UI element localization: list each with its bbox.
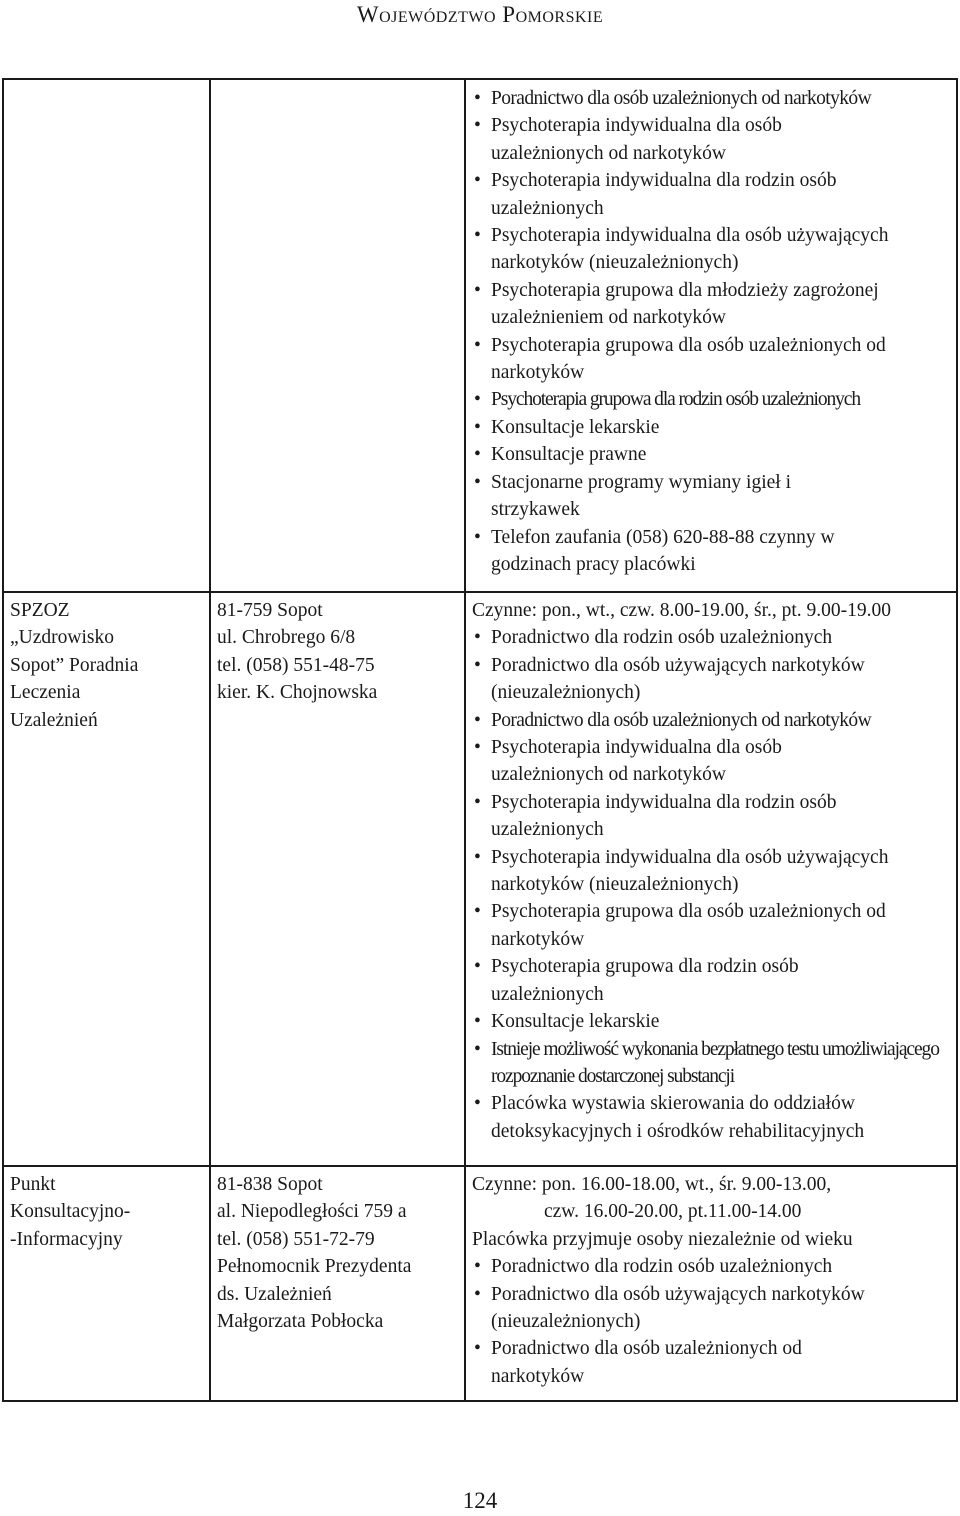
service-item: • Stacjonarne programy wymiany igieł i strzykawek	[472, 469, 851, 524]
service-item: • Psychoterapia indywidualna dla rodzin osób uzależnionych	[472, 789, 931, 844]
facility-table	[2, 78, 958, 1402]
service-item: • Psychoterapia indywidualna dla osób używających narkotyków (nieuzależnionych)	[472, 222, 931, 277]
facility-name-cell	[3, 592, 210, 1166]
manager-line: Małgorzata Pobłocka	[217, 1311, 384, 1333]
phone-line: tel. (058) 551-72-79	[217, 1228, 375, 1250]
manager-line: kier. K. Chojnowska	[217, 682, 378, 704]
opening-hours: Czynne: pon. 16.00-18.00, wt., śr. 9.00-13.00,	[472, 1174, 832, 1195]
address-line: 81-759 Sopot	[217, 600, 323, 621]
address-line: al. Niepodległości 759 a	[217, 1201, 407, 1223]
service-item: • Istnieje możliwość wykonania bezpłatnego testu umożliwiającego rozpoznanie dostarczonej substancji	[472, 1036, 953, 1091]
service-item: • Poradnictwo dla osób uzależnionych od narkotyków	[472, 85, 950, 112]
service-item: • Psychoterapia grupowa dla młodzieży zagrożonej uzależnieniem od narkotyków	[472, 277, 891, 332]
facility-address-cell	[210, 592, 465, 1166]
service-item: • Poradnictwo dla rodzin osób uzależnionych	[472, 1253, 950, 1280]
phone-line: tel. (058) 551-48-75	[217, 654, 375, 676]
age-note: Placówka przyjmuje osoby niezależnie od wieku	[472, 1228, 853, 1250]
facility-services-cell	[465, 1166, 957, 1401]
services-list	[472, 624, 950, 1145]
service-item: • Psychoterapia grupowa dla rodzin osób uzależnionych	[472, 386, 950, 413]
service-item: • Psychoterapia indywidualna dla osób uzależnionych od narkotyków	[472, 112, 851, 167]
facility-address-cell	[210, 79, 465, 592]
manager-line: ds. Uzależnień	[217, 1283, 332, 1305]
facility-services-cell	[465, 592, 957, 1166]
service-item: • Psychoterapia grupowa dla osób uzależnionych od narkotyków	[472, 898, 951, 953]
address-line: ul. Chrobrego 6/8	[217, 627, 356, 649]
page-header: Województwo Pomorskie	[356, 2, 604, 27]
opening-hours: Czynne: pon., wt., czw. 8.00-19.00, śr., pt. 9.00-19.00	[472, 600, 892, 621]
service-item: • Konsultacje prawne	[472, 441, 950, 468]
facility-name-line: Sopot” Poradnia	[10, 654, 139, 676]
facility-name-line: -Informacyjny	[10, 1228, 123, 1250]
service-item: • Psychoterapia indywidualna dla osób używających narkotyków (nieuzależnionych)	[472, 844, 931, 899]
facility-address-cell	[210, 1166, 465, 1401]
service-item: • Poradnictwo dla osób uzależnionych od narkotyków	[472, 1335, 851, 1390]
table-row	[3, 79, 957, 592]
facility-name-line: Punkt	[10, 1174, 56, 1195]
facility-name-line: „Uzdrowisko	[10, 627, 114, 649]
opening-hours: czw. 16.00-20.00, pt.11.00-14.00	[544, 1201, 802, 1223]
services-list	[472, 85, 950, 578]
page-number: 124	[462, 1488, 498, 1513]
facility-name-cell	[3, 1166, 210, 1401]
facility-name-line: Konsultacyjno-	[10, 1201, 131, 1223]
service-item: • Poradnictwo dla osób używających narkotyków (nieuzależnionych)	[472, 652, 946, 707]
service-item: • Poradnictwo dla rodzin osób uzależnionych	[472, 624, 950, 651]
service-item: • Psychoterapia grupowa dla rodzin osób uzależnionych	[472, 953, 891, 1008]
facility-name-line: Leczenia	[10, 682, 81, 704]
manager-line: Pełnomocnik Prezydenta	[217, 1256, 412, 1278]
service-item: • Poradnictwo dla osób używających narkotyków (nieuzależnionych)	[472, 1281, 946, 1336]
service-item: • Psychoterapia indywidualna dla rodzin osób uzależnionych	[472, 167, 931, 222]
service-item: • Psychoterapia grupowa dla osób uzależnionych od narkotyków	[472, 332, 951, 387]
service-item: • Psychoterapia indywidualna dla osób uzależnionych od narkotyków	[472, 734, 851, 789]
facility-name-line: Uzależnień	[10, 709, 98, 731]
table-row	[3, 1166, 957, 1401]
facility-services-cell	[465, 79, 957, 592]
service-item: • Placówka wystawia skierowania do oddziałów detoksykacyjnych i ośrodków rehabilitacyjnych	[472, 1090, 941, 1145]
service-item: • Poradnictwo dla osób uzależnionych od narkotyków	[472, 707, 950, 734]
service-item: • Konsultacje lekarskie	[472, 1008, 950, 1035]
facility-name-line: SPZOZ	[10, 600, 70, 621]
service-item: • Telefon zaufania (058) 620-88-88 czynny w godzinach pracy placówki	[472, 524, 851, 579]
services-list	[472, 1253, 950, 1390]
facility-name-cell	[3, 79, 210, 592]
table-row	[3, 592, 957, 1166]
address-line: 81-838 Sopot	[217, 1174, 323, 1195]
service-item: • Konsultacje lekarskie	[472, 414, 950, 441]
